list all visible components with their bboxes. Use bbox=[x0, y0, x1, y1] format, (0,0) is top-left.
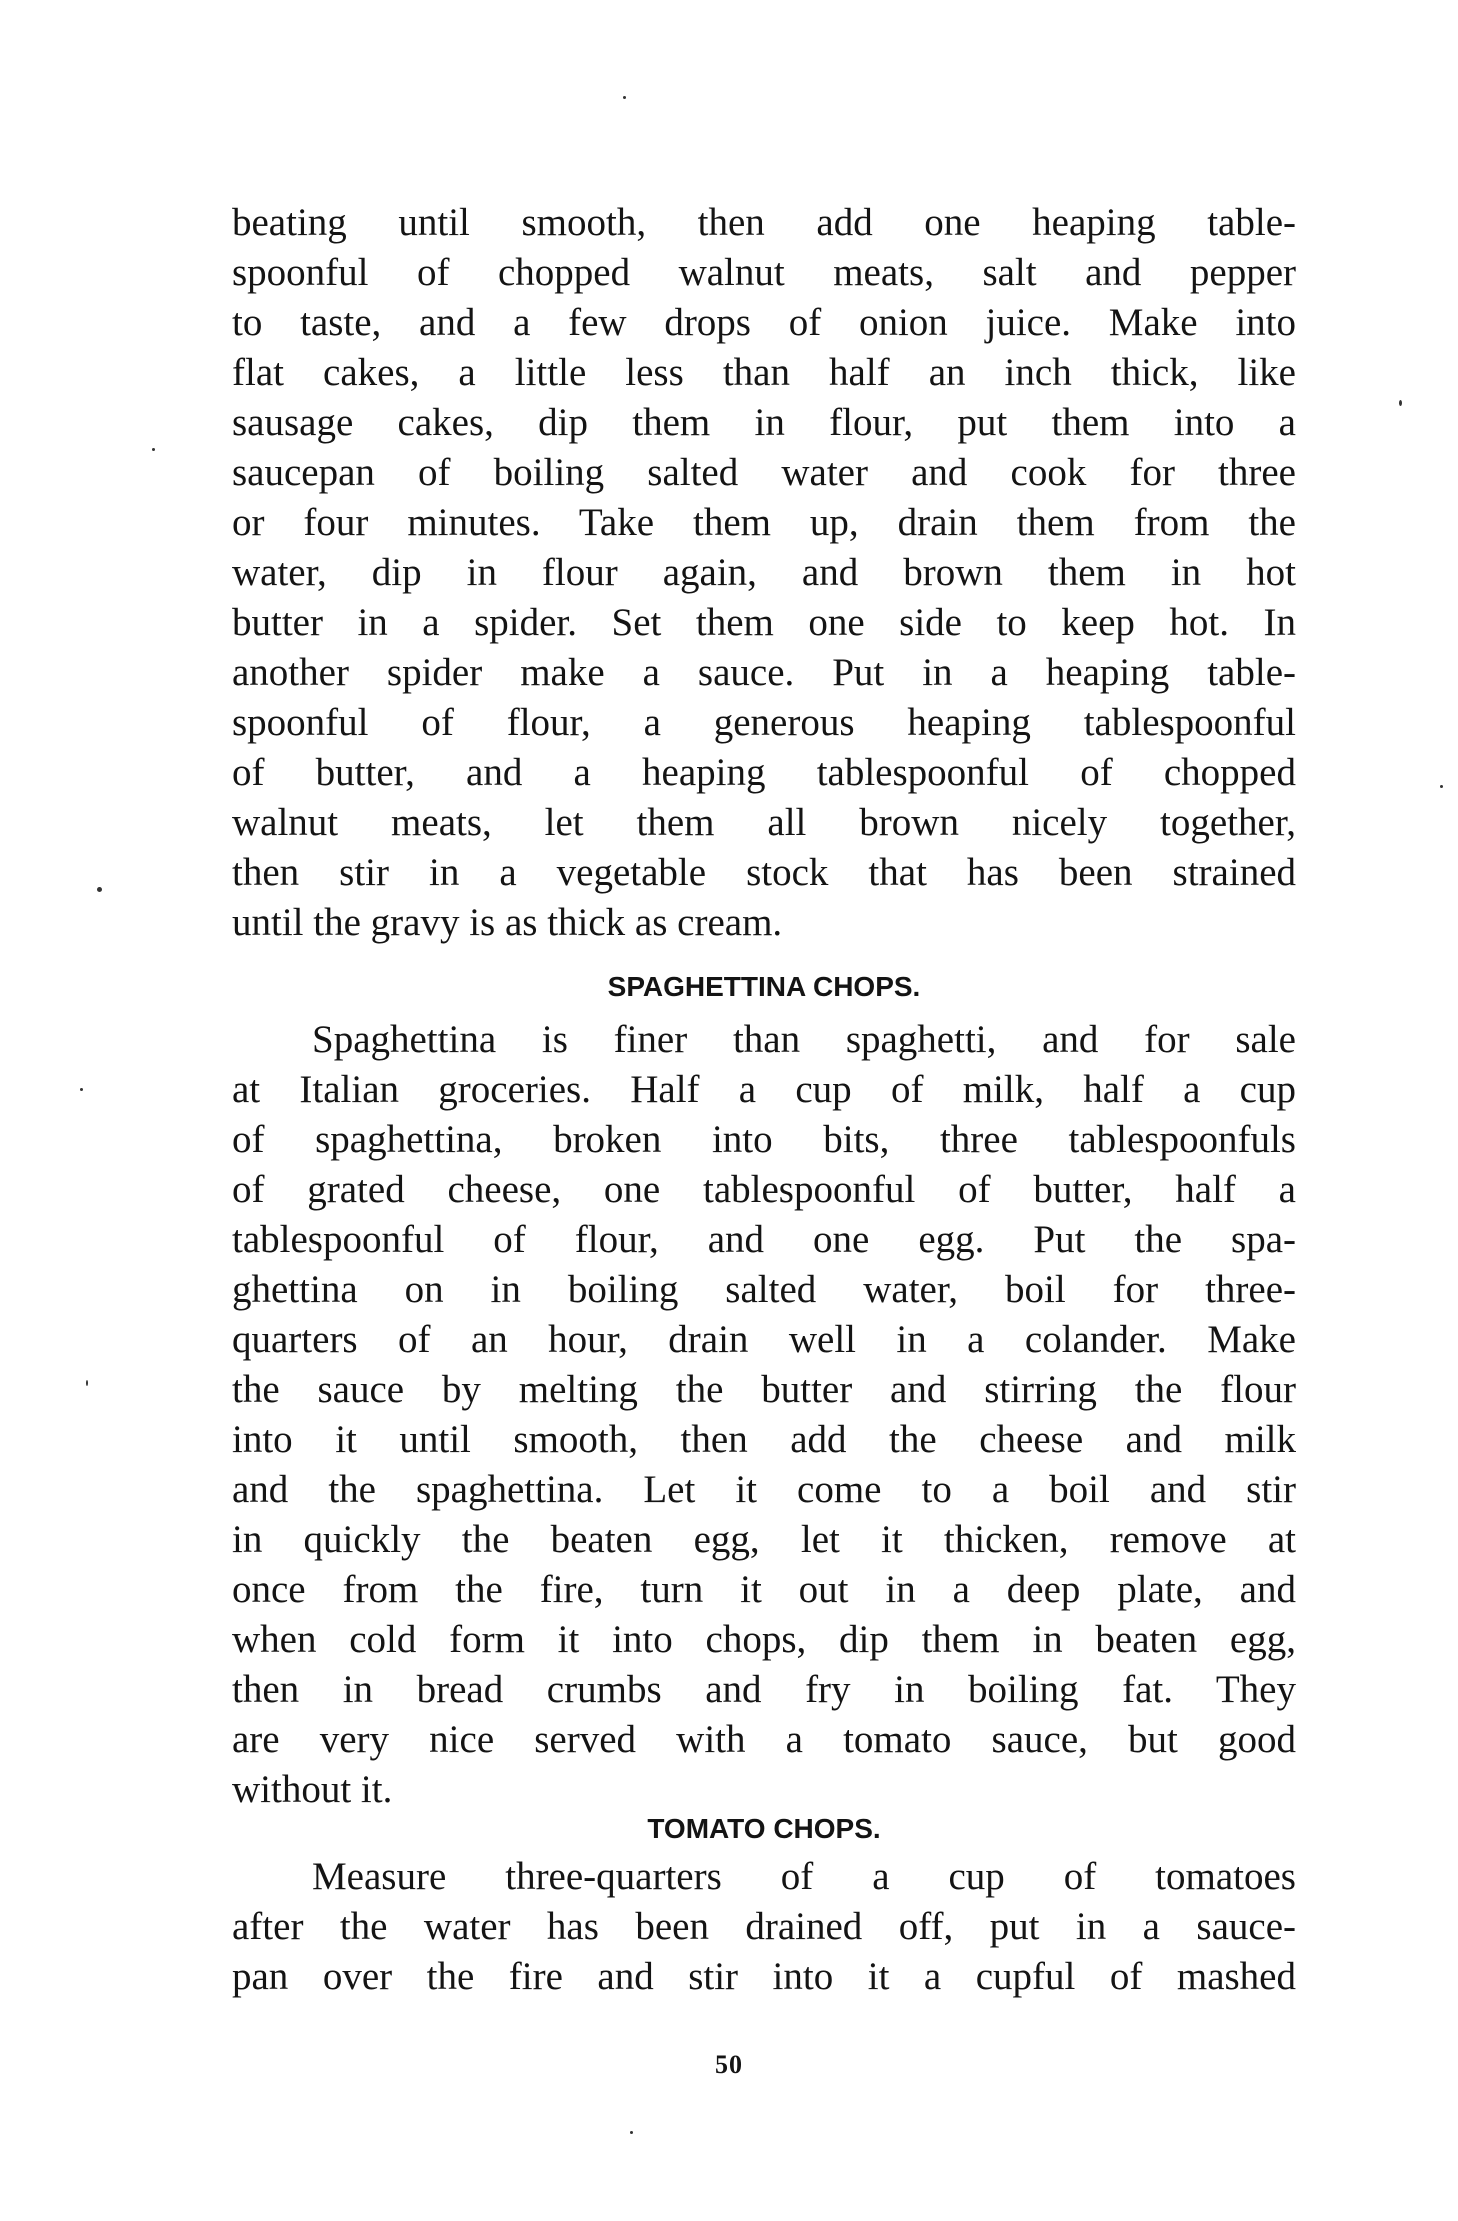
text-line: saucepan of boiling salted water and cook for three bbox=[232, 451, 1296, 494]
text-line: spoonful of chopped walnut meats, salt and pepper bbox=[232, 251, 1296, 294]
text-line: tablespoonful of flour, and one egg. Put the spa- bbox=[232, 1218, 1296, 1261]
text-line: then stir in a vegetable stock that has been strained bbox=[232, 851, 1296, 894]
text-line: after the water has been drained off, put in a sauce- bbox=[232, 1905, 1296, 1948]
text-line: Spaghettina is finer than spaghetti, and for sale bbox=[312, 1018, 1296, 1061]
scan-speck bbox=[623, 96, 626, 99]
scan-speck bbox=[97, 887, 102, 892]
tomato-paragraph bbox=[232, 1852, 1296, 2002]
text-line: sausage cakes, dip them in flour, put them into a bbox=[232, 401, 1296, 444]
section-heading-spaghettina-chops: SPAGHETTINA CHOPS. bbox=[607, 971, 921, 1002]
text-line: spoonful of flour, a generous heaping tablespoonful bbox=[232, 701, 1296, 744]
text-line: pan over the fire and stir into it a cupful of mashed bbox=[232, 1955, 1296, 1998]
text-line: are very nice served with a tomato sauce, but good bbox=[232, 1718, 1296, 1761]
text-line: then in bread crumbs and fry in boiling fat. They bbox=[232, 1668, 1296, 1711]
text-line: flat cakes, a little less than half an inch thick, like bbox=[232, 351, 1296, 394]
text-line: ghettina on in boiling salted water, boil for three- bbox=[232, 1268, 1296, 1311]
text-line: of spaghettina, broken into bits, three tablespoonfuls bbox=[232, 1118, 1296, 1161]
text-line: at Italian groceries. Half a cup of milk, half a cup bbox=[232, 1068, 1296, 1111]
text-line: in quickly the beaten egg, let it thicken, remove at bbox=[232, 1518, 1296, 1561]
text-line: and the spaghettina. Let it come to a boil and stir bbox=[232, 1468, 1296, 1511]
text-line: water, dip in flour again, and brown them in hot bbox=[232, 551, 1296, 594]
text-line: butter in a spider. Set them one side to keep hot. In bbox=[232, 601, 1296, 644]
text-line: to taste, and a few drops of onion juice. Make into bbox=[232, 301, 1296, 344]
page-number: 50 bbox=[715, 2050, 743, 2079]
scan-speck bbox=[86, 1380, 88, 1386]
intro-paragraph bbox=[232, 198, 1296, 948]
text-line: Measure three-quarters of a cup of tomatoes bbox=[312, 1855, 1296, 1898]
text-line: into it until smooth, then add the cheese and milk bbox=[232, 1418, 1296, 1461]
text-line: without it. bbox=[232, 1768, 393, 1811]
text-line: another spider make a sauce. Put in a heaping table- bbox=[232, 651, 1296, 694]
text-line: when cold form it into chops, dip them in beaten egg, bbox=[232, 1618, 1296, 1661]
text-line: beating until smooth, then add one heaping table- bbox=[232, 201, 1296, 244]
scan-speck bbox=[80, 1088, 83, 1091]
scan-speck bbox=[152, 448, 155, 451]
section-heading-tomato-chops: TOMATO CHOPS. bbox=[647, 1813, 881, 1844]
scan-speck bbox=[1440, 785, 1443, 788]
scan-speck bbox=[1399, 400, 1402, 406]
text-line: of butter, and a heaping tablespoonful of chopped bbox=[232, 751, 1296, 794]
text-line: walnut meats, let them all brown nicely together, bbox=[232, 801, 1296, 844]
scan-speck bbox=[630, 2131, 633, 2134]
text-line: or four minutes. Take them up, drain them from the bbox=[232, 501, 1296, 544]
text-line: the sauce by melting the butter and stirring the flour bbox=[232, 1368, 1296, 1411]
text-line: quarters of an hour, drain well in a colander. Make bbox=[232, 1318, 1296, 1361]
text-line: of grated cheese, one tablespoonful of butter, half a bbox=[232, 1168, 1296, 1211]
text-line: until the gravy is as thick as cream. bbox=[232, 901, 783, 944]
spaghettina-paragraph bbox=[232, 1015, 1296, 1815]
text-line: once from the fire, turn it out in a deep plate, and bbox=[232, 1568, 1296, 1611]
